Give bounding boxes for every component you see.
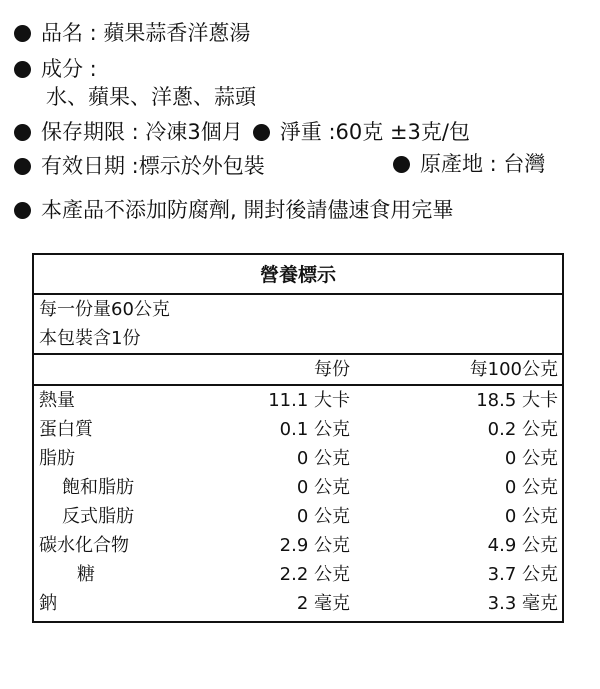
per-100g-value: 0 公克 — [504, 506, 558, 527]
expiry-date: 有效日期 :標示於外包裝 — [41, 154, 265, 178]
bullet-icon — [14, 124, 31, 141]
table-row — [34, 502, 562, 531]
per-serving-value: 0 公克 — [296, 506, 350, 527]
notice: 本產品不添加防腐劑, 開封後請儘速食用完畢 — [41, 198, 454, 222]
net-weight: 淨重 :60克 ±3克/包 — [279, 120, 470, 144]
bullet-icon — [14, 61, 31, 78]
column-header-row — [34, 355, 562, 386]
per-100g-value: 18.5 大卡 — [476, 390, 558, 411]
bullet-icon — [14, 158, 31, 175]
nutrient-name: 飽和脂肪 — [62, 477, 134, 498]
nutrient-name: 碳水化合物 — [39, 535, 129, 556]
product-name-line — [14, 20, 250, 46]
table-row — [34, 386, 562, 415]
table-row — [34, 560, 562, 589]
nutrient-name: 糖 — [77, 564, 95, 585]
servings-per-package: 本包裝含1份 — [34, 324, 562, 355]
storage-weight-line — [14, 119, 470, 145]
header-blank — [34, 355, 194, 384]
header-per-100g: 每100公克 — [469, 359, 558, 380]
table-row — [34, 531, 562, 560]
per-100g-value: 0 公克 — [504, 448, 558, 469]
per-serving-value: 0 公克 — [296, 477, 350, 498]
nutrient-name: 脂肪 — [39, 448, 75, 469]
per-100g-value: 0 公克 — [504, 477, 558, 498]
per-serving-value: 0.1 公克 — [279, 419, 350, 440]
header-per-serving: 每份 — [314, 359, 350, 380]
origin-line — [393, 151, 545, 177]
ingredients-line — [14, 56, 97, 82]
serving-size: 每一份量60公克 — [39, 299, 170, 320]
nutrition-facts-table — [32, 253, 564, 623]
bullet-icon — [14, 202, 31, 219]
nutrient-name: 熱量 — [39, 390, 75, 411]
nutrient-name: 反式脂肪 — [62, 506, 134, 527]
ingredients-label: 成分 : — [41, 57, 97, 81]
table-row — [34, 444, 562, 473]
per-serving-value: 0 公克 — [296, 448, 350, 469]
origin: 原產地 : 台灣 — [420, 152, 546, 176]
per-100g-value: 3.3 毫克 — [487, 593, 558, 614]
per-100g-value: 3.7 公克 — [487, 564, 558, 585]
table-row — [34, 473, 562, 502]
ingredients-list: 水、蘋果、洋蔥、蒜頭 — [46, 85, 256, 109]
table-row — [34, 589, 562, 618]
notice-line — [14, 197, 453, 223]
nutrient-name: 鈉 — [39, 593, 57, 614]
per-100g-value: 0.2 公克 — [487, 419, 558, 440]
storage-period: 保存期限 : 冷凍3個月 — [41, 120, 243, 144]
nutrition-title: 營養標示 — [34, 255, 562, 295]
per-serving-value: 2.9 公克 — [279, 535, 350, 556]
per-serving-value: 2 毫克 — [296, 593, 350, 614]
bullet-icon — [14, 25, 31, 42]
expiry-line — [14, 153, 265, 179]
bullet-icon — [253, 124, 270, 141]
per-100g-value: 4.9 公克 — [487, 535, 558, 556]
table-row — [34, 415, 562, 444]
per-serving-value: 2.2 公克 — [279, 564, 350, 585]
bullet-icon — [393, 156, 410, 173]
product-name: 品名 : 蘋果蒜香洋蔥湯 — [41, 21, 251, 45]
per-serving-value: 11.1 大卡 — [268, 390, 350, 411]
nutrient-name: 蛋白質 — [39, 419, 93, 440]
